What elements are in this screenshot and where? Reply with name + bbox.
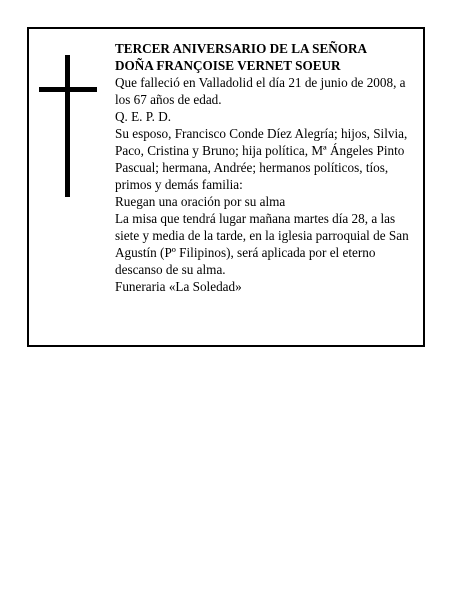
cross-vertical-bar xyxy=(65,55,70,197)
qepd: Q. E. P. D. xyxy=(115,109,172,124)
heading-line-1: TERCER ANIVERSARIO DE LA SEÑORA xyxy=(115,41,368,56)
cross-horizontal-bar xyxy=(39,87,97,92)
cross-icon xyxy=(39,55,99,197)
funeral-home: Funeraria «La Soledad» xyxy=(115,279,242,294)
prayer-request: Ruegan una oración por su alma xyxy=(115,194,286,209)
death-info: Que falleció en Valladolid el día 21 de junio de 2008, a los 67 años de edad. xyxy=(115,75,406,107)
heading-line-2: DOÑA FRANÇOISE VERNET SOEUR xyxy=(115,58,341,73)
mass-info: La misa que tendrá lugar mañana martes día 28, a las siete y media de la tarde, en la iglesia parroquial de San Agustín (Pº Filipinos), será aplicada por el eterno descanso de su alma. xyxy=(115,211,409,277)
obituary-notice xyxy=(27,27,425,347)
notice-text xyxy=(115,40,421,295)
family-list: Su esposo, Francisco Conde Díez Alegría; hijos, Silvia, Paco, Cristina y Bruno; hija política, Mª Ángeles Pinto Pascual; hermana, Andrée; hermanos políticos, tíos, primos y demás familia: xyxy=(115,126,408,192)
